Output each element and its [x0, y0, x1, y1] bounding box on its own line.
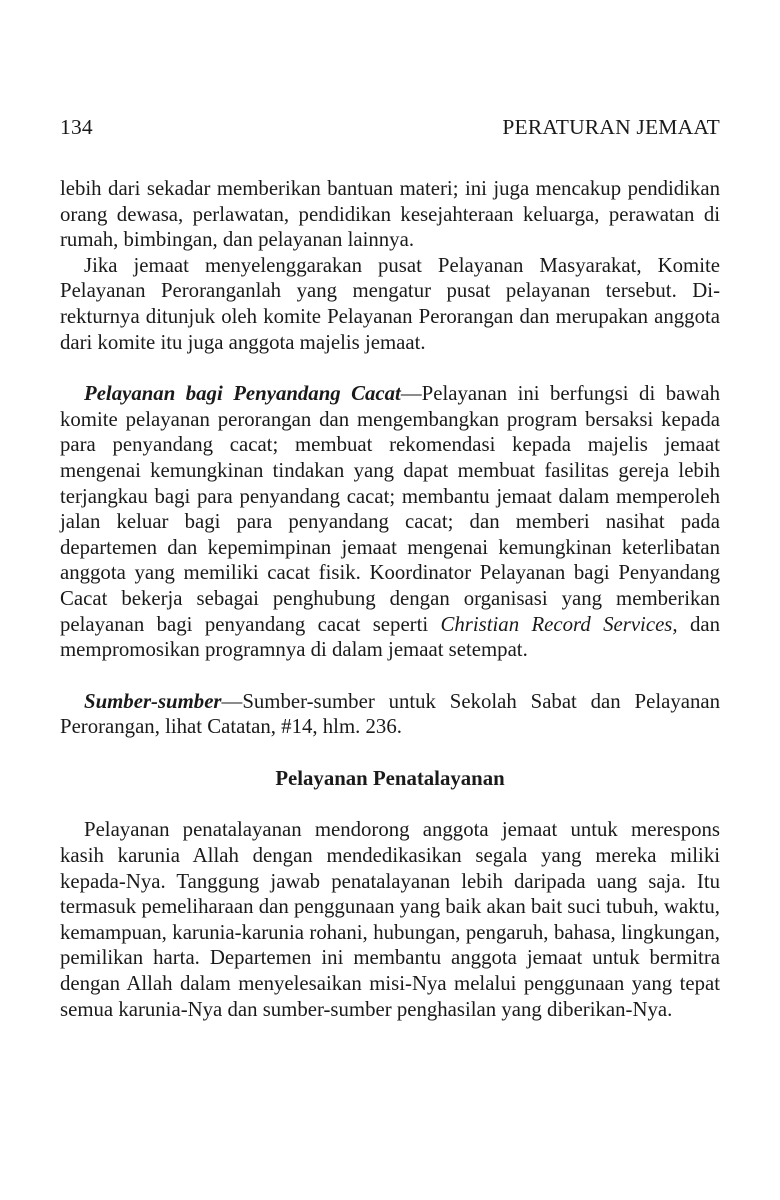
resources-body: —Sumber-sumber untuk Sekolah Sabat dan Pelayanan Perorangan, lihat Catatan, #14, hlm. 236. — [60, 689, 720, 739]
italic-reference: Christian Record Services, — [440, 612, 678, 636]
paragraph-community-center: Jika jemaat menyelenggarakan pusat Pelayanan Masyarakat, Komite Pelayanan Peroranganlah yang mengatur pusat pelayanan tersebut. Direkturnya ditunjuk oleh komite Pelayanan Perorangan dan merupakan anggota dari komite itu juga anggota majelis jemaat. — [60, 253, 720, 354]
disability-tail: dan mempromosikan programnya di dalam jemaat setempat. — [60, 612, 720, 662]
lead-term-resources: Sumber-sumber — [84, 689, 222, 713]
section-heading: Pelayanan Penatalayanan — [275, 766, 505, 790]
paragraph-stewardship: Pelayanan penatalayanan mendorong anggota jemaat untuk merespons kasih karunia Allah dengan mendedikasikan segala yang mereka miliki kepada-Nya. Tanggung jawab penatalayanan lebih daripada uang saja. Itu termasuk pemeliharaan dan penggunaan yang baik akan bait suci tubuh, waktu, kemampuan, karunia-karunia rohani, hubungan, pengaruh, bahasa, lingkungan, pemilikan harta. Departemen ini membantu anggota jemaat untuk bermitra dengan Allah dalam menyelesaikan misi-Nya melalui penggunaan yang tepat semua karunia-Nya dan sumber-sumber penghasilan yang diberikan-Nya. — [60, 818, 720, 1021]
page-header — [60, 115, 720, 140]
body-text — [60, 176, 720, 1022]
lead-term-disability: Pelayanan bagi Penyandang Cacat — [84, 382, 401, 406]
running-title: PERATURAN JEMAAT — [502, 115, 720, 139]
disability-body: —Pelayanan ini berfungsi di bawah komite pelayanan perorangan dan mengembangkan program bersaksi kepada para penyandang cacat; membuat rekomendasi kepada majelis jemaat mengenai kemungkinan tindakan yang dapat membuat fasilitas gereja lebih terjangkau bagi para penyandang cacat; membantu jemaat dalam memperoleh jalan keluar bagi para penyandang cacat; dan memberi nasihat pada departemen dan kepemimpinan jemaat mengenai kemungkinan keterlibatan anggota yang memiliki cacat fisik. Koordinator Pelayanan bagi Penyandang Cacat bekerja sebagai penghubung dengan organisasi yang memberikan pelayanan bagi penyandang cacat seperti — [60, 382, 720, 636]
paragraph-continuation: lebih dari sekadar memberikan bantuan materi; ini juga mencakup pendidikan orang dewasa, perlawatan, pendidikan kesejahteraan keluarga, perawatan di rumah, bimbingan, dan pelayanan lainnya. — [60, 177, 720, 252]
page-number: 134 — [60, 115, 93, 139]
paragraph-resources — [60, 689, 720, 740]
paragraph-disability-ministry — [60, 381, 720, 663]
